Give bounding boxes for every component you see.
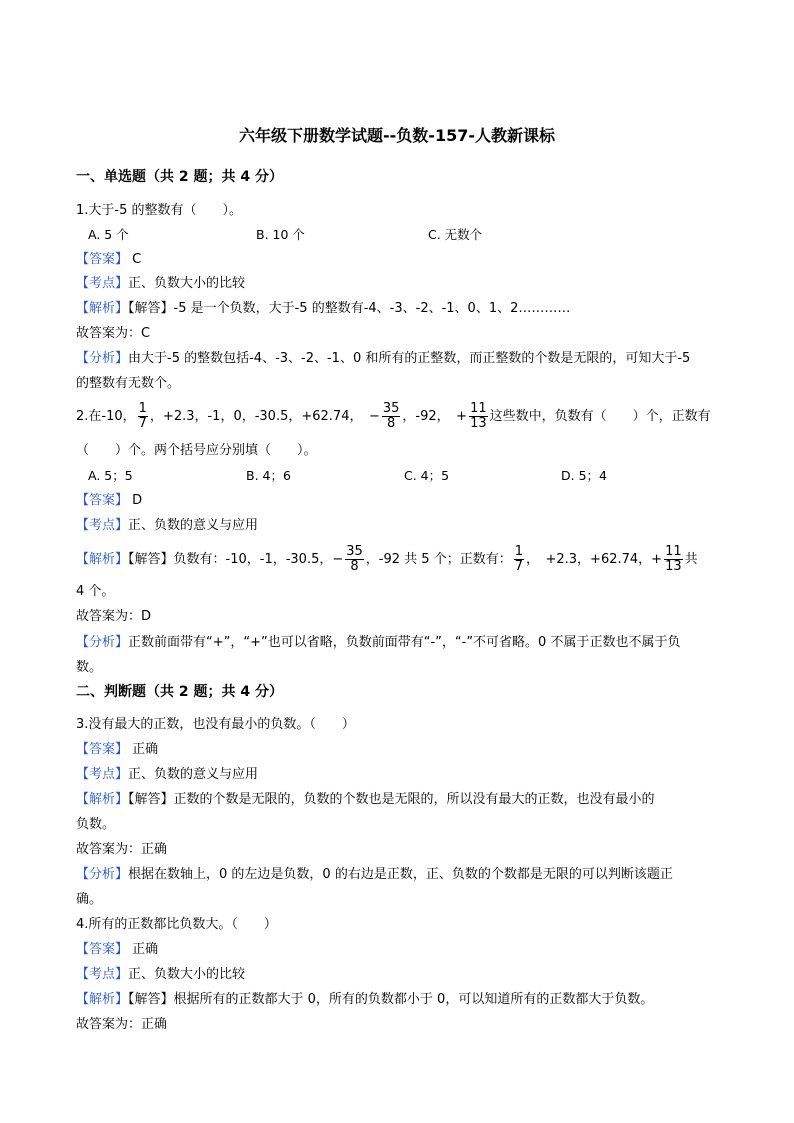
fenxi-text: 根据在数轴上，0 的左边是负数，0 的右边是正数，正、负数的个数都是无限的可以判断该题正 [128, 867, 673, 882]
section-heading-single-choice: 一、单选题（共 2 题；共 4 分） [76, 169, 283, 185]
stem-part: 2.在-10， [76, 409, 136, 424]
jiexi-part: ，-92 共 5 个；正数有： [365, 552, 512, 567]
fenxi-tag: 【分析】 [76, 867, 129, 882]
question-1-answer [76, 251, 141, 269]
answer-tag: 【答案】 [76, 942, 129, 957]
fraction [345, 545, 364, 574]
question-2-jiexi [76, 545, 698, 574]
question-2-fenxi-cont: 数。 [76, 660, 103, 675]
fraction-numerator: 1 [138, 401, 147, 416]
jiexi-tag: 【解析】 [76, 792, 129, 807]
jiexi-text: 【解答】-5 是一个负数，大于-5 的整数有-4、-3、-2、-1、0、1、2………… [128, 301, 571, 316]
question-3-fenxi [76, 866, 673, 884]
question-3-jiexi-cont: 负数。 [76, 817, 116, 832]
kaodian-text: 正、负数的意义与应用 [128, 767, 259, 782]
question-2-fenxi [76, 634, 680, 652]
question-1-option-b: B. 10 个 [256, 227, 305, 242]
question-3-answer [76, 741, 158, 759]
fraction-numerator: 11 [665, 544, 682, 559]
question-1-fenxi-cont: 的整数有无数个。 [76, 376, 181, 391]
answer-value: C [128, 252, 142, 267]
kaodian-text: 正、负数大小的比较 [128, 276, 246, 291]
question-4-stem: 4.所有的正数都比负数大。（ ） [76, 917, 277, 932]
question-1-result: 故答案为：C [76, 326, 151, 341]
question-1-option-a: A. 5 个 [88, 227, 129, 242]
question-4-result: 故答案为：正确 [76, 1017, 168, 1032]
fraction-denominator: 8 [387, 416, 396, 431]
jiexi-tag: 【解析】 [76, 992, 129, 1007]
jiexi-part: ， +2.3，+62.74，+ [525, 552, 663, 567]
question-2-answer [76, 492, 142, 510]
fenxi-text: 正数前面带有“+”，“+”也可以省略，负数前面带有“-”，“-”不可省略。0 不属于正数也不属于负 [128, 635, 681, 650]
stem-part: 这些数中，负数有（ ）个，正数有 [489, 409, 711, 424]
question-2-kaodian [76, 517, 258, 535]
jiexi-part: 【解答】负数有：-10，-1，-30.5，− [128, 552, 344, 567]
question-2-option-c: C. 4；5 [404, 468, 450, 483]
question-3-fenxi-cont: 确。 [76, 892, 103, 907]
question-2-stem [76, 402, 711, 431]
answer-value: 正确 [128, 942, 159, 957]
jiexi-text: 【解答】根据所有的正数都大于 0，所有的负数都小于 0，可以知道所有的正数都大于负数。 [128, 992, 654, 1007]
question-4-kaodian [76, 966, 245, 984]
fraction-numerator: 35 [346, 544, 363, 559]
fraction [382, 402, 401, 431]
question-2-jiexi-cont: 4 个。 [76, 584, 115, 599]
question-1-kaodian [76, 275, 245, 293]
answer-tag: 【答案】 [76, 252, 129, 267]
page-title: 六年级下册数学试题--负数-157-人教新课标 [239, 126, 555, 145]
question-1-stem: 1.大于-5 的整数有（ ）。 [76, 203, 242, 218]
kaodian-text: 正、负数的意义与应用 [128, 518, 259, 533]
fraction-numerator: 11 [470, 401, 487, 416]
question-2-result: 故答案为：D [76, 609, 152, 624]
fraction-denominator: 8 [350, 559, 359, 574]
question-2-option-b: B. 4；6 [246, 468, 291, 483]
kaodian-tag: 【考点】 [76, 767, 129, 782]
kaodian-tag: 【考点】 [76, 276, 129, 291]
fraction [664, 545, 683, 574]
kaodian-tag: 【考点】 [76, 967, 129, 982]
fraction-denominator: 7 [138, 416, 147, 431]
question-3-stem: 3.没有最大的正数，也没有最小的负数。（ ） [76, 717, 355, 732]
answer-tag: 【答案】 [76, 493, 129, 508]
kaodian-tag: 【考点】 [76, 518, 129, 533]
question-1-option-c: C. 无数个 [428, 227, 483, 242]
question-4-answer [76, 941, 158, 959]
question-3-result: 故答案为：正确 [76, 842, 168, 857]
question-2-option-a: A. 5；5 [88, 468, 133, 483]
fenxi-tag: 【分析】 [76, 635, 129, 650]
section-heading-true-false: 二、判断题（共 2 题；共 4 分） [76, 684, 283, 700]
stem-part: ，-92， + [402, 409, 468, 424]
question-1-fenxi [76, 350, 690, 368]
question-1-jiexi [76, 300, 570, 318]
fraction-denominator: 7 [514, 559, 523, 574]
fraction-numerator: 1 [514, 544, 523, 559]
fraction-numerator: 35 [382, 401, 400, 416]
jiexi-text: 【解答】正数的个数是无限的，负数的个数也是无限的，所以没有最大的正数，也没有最小的 [128, 792, 655, 807]
kaodian-text: 正、负数大小的比较 [128, 967, 246, 982]
question-2-option-d: D. 5；4 [561, 468, 607, 483]
answer-value: 正确 [128, 742, 159, 757]
question-3-kaodian [76, 766, 258, 784]
jiexi-tag: 【解析】 [76, 552, 129, 567]
answer-tag: 【答案】 [76, 742, 129, 757]
fenxi-text: 由大于-5 的整数包括-4、-3、-2、-1、0 和所有的正整数，而正整数的个数是无限的，可知大于-5 [128, 351, 691, 366]
jiexi-part: 共 [684, 552, 698, 567]
question-2-stem-line2: （ ）个。两个括号应分别填（ ）。 [76, 443, 317, 458]
question-3-jiexi [76, 791, 655, 809]
fraction [469, 402, 488, 431]
question-4-jiexi [76, 991, 653, 1009]
fraction-denominator: 13 [665, 559, 682, 574]
jiexi-tag: 【解析】 [76, 301, 129, 316]
fenxi-tag: 【分析】 [76, 351, 129, 366]
answer-value: D [128, 493, 143, 508]
fraction [138, 402, 148, 431]
fraction [514, 545, 524, 574]
fraction-denominator: 13 [470, 416, 487, 431]
stem-part: ，+2.3，-1，0，-30.5，+62.74， − [149, 409, 380, 424]
